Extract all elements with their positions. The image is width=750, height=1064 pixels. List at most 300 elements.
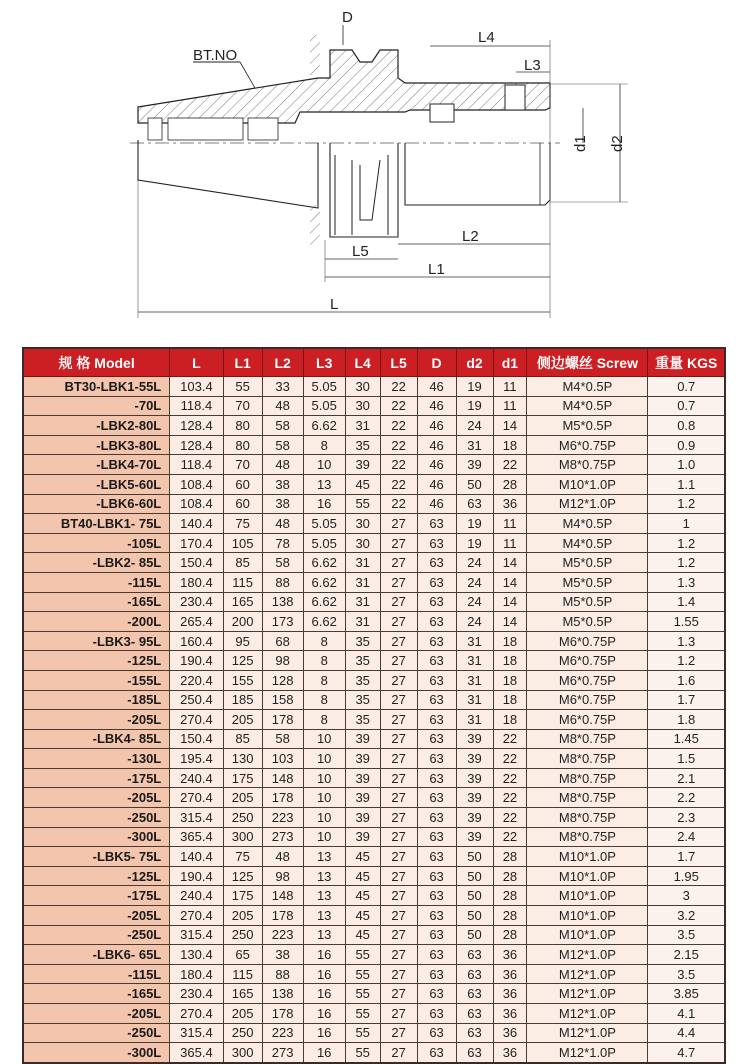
cell-kgs: 1.55 bbox=[648, 612, 725, 632]
cell-model: -LBK3-80L bbox=[23, 435, 170, 455]
cell-l: 250.4 bbox=[170, 690, 223, 710]
cell-l: 140.4 bbox=[170, 514, 223, 534]
cell-d1: 36 bbox=[493, 494, 527, 514]
cell-l4: 39 bbox=[345, 768, 380, 788]
label-bt-no: BT.NO bbox=[193, 47, 238, 64]
cell-model: -LBK5-60L bbox=[23, 474, 170, 494]
cell-l4: 39 bbox=[345, 808, 380, 828]
cell-d1: 36 bbox=[493, 945, 527, 965]
table-row bbox=[23, 435, 725, 455]
table-row bbox=[23, 945, 725, 965]
cell-model: -250L bbox=[23, 808, 170, 828]
cell-l: 170.4 bbox=[170, 533, 223, 553]
cell-d2: 39 bbox=[456, 455, 493, 475]
cell-kgs: 2.2 bbox=[648, 788, 725, 808]
table-row bbox=[23, 514, 725, 534]
cell-l5: 22 bbox=[380, 494, 417, 514]
cell-l1: 175 bbox=[223, 768, 262, 788]
cell-l1: 85 bbox=[223, 729, 262, 749]
cell-d: 63 bbox=[417, 847, 456, 867]
cell-d1: 14 bbox=[493, 592, 527, 612]
table-row bbox=[23, 533, 725, 553]
cell-d2: 31 bbox=[456, 690, 493, 710]
spec-table-container bbox=[22, 347, 726, 1064]
label-d1: d1 bbox=[572, 135, 589, 152]
cell-l3: 5.05 bbox=[303, 377, 345, 397]
cell-d1: 11 bbox=[493, 377, 527, 397]
cell-d: 63 bbox=[417, 690, 456, 710]
cell-l2: 98 bbox=[262, 651, 303, 671]
cell-l1: 205 bbox=[223, 788, 262, 808]
cell-d: 63 bbox=[417, 1023, 456, 1043]
cell-model: -205L bbox=[23, 906, 170, 926]
cell-d: 46 bbox=[417, 455, 456, 475]
cell-d1: 14 bbox=[493, 553, 527, 573]
cell-screw: M8*0.75P bbox=[527, 827, 648, 847]
label-D: D bbox=[342, 9, 353, 26]
cell-d1: 22 bbox=[493, 729, 527, 749]
cell-model: BT30-LBK1-55L bbox=[23, 377, 170, 397]
cell-kgs: 1.1 bbox=[648, 474, 725, 494]
cell-l1: 55 bbox=[223, 377, 262, 397]
cell-kgs: 2.15 bbox=[648, 945, 725, 965]
cell-l3: 16 bbox=[303, 1043, 345, 1063]
table-row bbox=[23, 631, 725, 651]
cell-l5: 22 bbox=[380, 377, 417, 397]
cell-l2: 138 bbox=[262, 984, 303, 1004]
cell-l2: 178 bbox=[262, 1004, 303, 1024]
cell-l1: 105 bbox=[223, 533, 262, 553]
cell-d1: 14 bbox=[493, 416, 527, 436]
cell-d1: 36 bbox=[493, 964, 527, 984]
cell-screw: M6*0.75P bbox=[527, 690, 648, 710]
cell-l5: 27 bbox=[380, 788, 417, 808]
cell-l5: 22 bbox=[380, 416, 417, 436]
cell-l4: 45 bbox=[345, 474, 380, 494]
cell-l: 180.4 bbox=[170, 572, 223, 592]
cell-model: -LBK3- 95L bbox=[23, 631, 170, 651]
cell-screw: M12*1.0P bbox=[527, 1004, 648, 1024]
cell-l2: 88 bbox=[262, 964, 303, 984]
cell-kgs: 1.2 bbox=[648, 651, 725, 671]
cell-d1: 22 bbox=[493, 749, 527, 769]
table-row bbox=[23, 494, 725, 514]
cell-l1: 115 bbox=[223, 964, 262, 984]
cell-d: 63 bbox=[417, 553, 456, 573]
table-row bbox=[23, 572, 725, 592]
cell-d1: 18 bbox=[493, 710, 527, 730]
cell-l1: 125 bbox=[223, 866, 262, 886]
column-header-screw: 侧边螺丝 Screw bbox=[527, 348, 648, 377]
cell-d2: 39 bbox=[456, 808, 493, 828]
spec-table bbox=[22, 347, 726, 1064]
cell-l: 315.4 bbox=[170, 1023, 223, 1043]
cell-model: -130L bbox=[23, 749, 170, 769]
cell-kgs: 2.1 bbox=[648, 768, 725, 788]
cell-l3: 13 bbox=[303, 866, 345, 886]
table-row bbox=[23, 984, 725, 1004]
cell-l5: 27 bbox=[380, 670, 417, 690]
cell-d1: 14 bbox=[493, 572, 527, 592]
column-header-l1: L1 bbox=[223, 348, 262, 377]
cell-screw: M12*1.0P bbox=[527, 494, 648, 514]
cell-l1: 115 bbox=[223, 572, 262, 592]
cell-l5: 22 bbox=[380, 455, 417, 475]
cell-d2: 19 bbox=[456, 514, 493, 534]
table-row bbox=[23, 729, 725, 749]
cell-l1: 130 bbox=[223, 749, 262, 769]
table-row bbox=[23, 906, 725, 926]
cell-d2: 39 bbox=[456, 768, 493, 788]
cell-kgs: 0.8 bbox=[648, 416, 725, 436]
cell-l5: 27 bbox=[380, 945, 417, 965]
cell-screw: M8*0.75P bbox=[527, 788, 648, 808]
cell-l: 230.4 bbox=[170, 984, 223, 1004]
cell-d: 46 bbox=[417, 416, 456, 436]
cell-d2: 31 bbox=[456, 710, 493, 730]
cell-l2: 178 bbox=[262, 710, 303, 730]
cell-model: -185L bbox=[23, 690, 170, 710]
table-row bbox=[23, 808, 725, 828]
label-L3: L3 bbox=[524, 57, 541, 74]
cell-l3: 10 bbox=[303, 768, 345, 788]
cell-d1: 18 bbox=[493, 690, 527, 710]
cell-kgs: 1.2 bbox=[648, 553, 725, 573]
cell-l1: 205 bbox=[223, 710, 262, 730]
cell-d: 63 bbox=[417, 827, 456, 847]
cell-screw: M6*0.75P bbox=[527, 631, 648, 651]
cell-screw: M6*0.75P bbox=[527, 651, 648, 671]
cell-kgs: 1.6 bbox=[648, 670, 725, 690]
table-row bbox=[23, 768, 725, 788]
cell-d2: 50 bbox=[456, 886, 493, 906]
cell-l2: 158 bbox=[262, 690, 303, 710]
cell-d: 63 bbox=[417, 533, 456, 553]
cell-l: 108.4 bbox=[170, 494, 223, 514]
cell-d: 46 bbox=[417, 396, 456, 416]
cell-l4: 39 bbox=[345, 455, 380, 475]
cell-l3: 6.62 bbox=[303, 592, 345, 612]
cell-l1: 250 bbox=[223, 1023, 262, 1043]
cell-d2: 63 bbox=[456, 1004, 493, 1024]
cell-model: -LBK6-60L bbox=[23, 494, 170, 514]
cell-d2: 63 bbox=[456, 1043, 493, 1063]
cell-l: 118.4 bbox=[170, 396, 223, 416]
cell-d: 63 bbox=[417, 886, 456, 906]
cell-l: 270.4 bbox=[170, 1004, 223, 1024]
cell-l: 150.4 bbox=[170, 553, 223, 573]
cell-l3: 8 bbox=[303, 631, 345, 651]
table-row bbox=[23, 651, 725, 671]
cell-l3: 10 bbox=[303, 827, 345, 847]
cell-l4: 31 bbox=[345, 612, 380, 632]
cell-l4: 39 bbox=[345, 729, 380, 749]
table-row bbox=[23, 396, 725, 416]
cell-d2: 63 bbox=[456, 1023, 493, 1043]
table-row bbox=[23, 847, 725, 867]
cell-l3: 8 bbox=[303, 435, 345, 455]
cell-l: 270.4 bbox=[170, 710, 223, 730]
cell-l4: 55 bbox=[345, 984, 380, 1004]
cell-screw: M6*0.75P bbox=[527, 710, 648, 730]
cell-d2: 63 bbox=[456, 945, 493, 965]
cell-model: -165L bbox=[23, 984, 170, 1004]
cell-d1: 18 bbox=[493, 631, 527, 651]
cell-l3: 8 bbox=[303, 690, 345, 710]
cell-l: 190.4 bbox=[170, 651, 223, 671]
cell-d: 63 bbox=[417, 1043, 456, 1063]
cell-l2: 178 bbox=[262, 788, 303, 808]
cell-screw: M4*0.5P bbox=[527, 514, 648, 534]
cell-l2: 173 bbox=[262, 612, 303, 632]
cell-l5: 27 bbox=[380, 592, 417, 612]
cell-l2: 38 bbox=[262, 474, 303, 494]
cell-kgs: 2.4 bbox=[648, 827, 725, 847]
cell-l5: 27 bbox=[380, 768, 417, 788]
cell-model: -155L bbox=[23, 670, 170, 690]
table-row bbox=[23, 749, 725, 769]
cell-d2: 19 bbox=[456, 377, 493, 397]
cell-l3: 5.05 bbox=[303, 514, 345, 534]
cell-l3: 6.62 bbox=[303, 612, 345, 632]
table-row bbox=[23, 377, 725, 397]
table-row bbox=[23, 690, 725, 710]
cell-screw: M5*0.5P bbox=[527, 572, 648, 592]
cell-l: 160.4 bbox=[170, 631, 223, 651]
cell-d1: 36 bbox=[493, 984, 527, 1004]
cell-l2: 48 bbox=[262, 847, 303, 867]
cell-l2: 33 bbox=[262, 377, 303, 397]
cell-d2: 24 bbox=[456, 612, 493, 632]
cell-l3: 5.05 bbox=[303, 533, 345, 553]
cell-d: 46 bbox=[417, 377, 456, 397]
cell-screw: M4*0.5P bbox=[527, 377, 648, 397]
cell-d: 63 bbox=[417, 612, 456, 632]
cell-d1: 28 bbox=[493, 925, 527, 945]
technical-drawing bbox=[0, 0, 750, 340]
cell-l2: 148 bbox=[262, 886, 303, 906]
cell-kgs: 1.3 bbox=[648, 631, 725, 651]
label-L4: L4 bbox=[478, 29, 495, 46]
cell-model: -125L bbox=[23, 651, 170, 671]
cell-kgs: 0.7 bbox=[648, 377, 725, 397]
table-row bbox=[23, 474, 725, 494]
cell-l4: 35 bbox=[345, 631, 380, 651]
cell-screw: M10*1.0P bbox=[527, 906, 648, 926]
cell-l2: 273 bbox=[262, 1043, 303, 1063]
table-row bbox=[23, 886, 725, 906]
cell-model: -300L bbox=[23, 1043, 170, 1063]
cell-l: 365.4 bbox=[170, 1043, 223, 1063]
cell-l4: 55 bbox=[345, 1004, 380, 1024]
cell-l4: 39 bbox=[345, 827, 380, 847]
cell-d1: 11 bbox=[493, 533, 527, 553]
cell-kgs: 3.5 bbox=[648, 925, 725, 945]
cell-d1: 22 bbox=[493, 768, 527, 788]
cell-l5: 27 bbox=[380, 1023, 417, 1043]
cell-d2: 39 bbox=[456, 749, 493, 769]
cell-screw: M10*1.0P bbox=[527, 474, 648, 494]
cell-screw: M12*1.0P bbox=[527, 945, 648, 965]
cell-l1: 185 bbox=[223, 690, 262, 710]
cell-l: 118.4 bbox=[170, 455, 223, 475]
cell-l4: 30 bbox=[345, 533, 380, 553]
table-row bbox=[23, 670, 725, 690]
table-row bbox=[23, 553, 725, 573]
cell-l3: 13 bbox=[303, 906, 345, 926]
cell-l: 195.4 bbox=[170, 749, 223, 769]
cell-l1: 205 bbox=[223, 1004, 262, 1024]
cell-d2: 39 bbox=[456, 729, 493, 749]
table-row bbox=[23, 964, 725, 984]
cell-screw: M4*0.5P bbox=[527, 533, 648, 553]
cell-l1: 60 bbox=[223, 474, 262, 494]
cell-l4: 55 bbox=[345, 1043, 380, 1063]
cell-kgs: 2.3 bbox=[648, 808, 725, 828]
cell-model: -205L bbox=[23, 1004, 170, 1024]
column-header-l2: L2 bbox=[262, 348, 303, 377]
cell-screw: M12*1.0P bbox=[527, 1043, 648, 1063]
cell-screw: M12*1.0P bbox=[527, 964, 648, 984]
cell-model: -250L bbox=[23, 1023, 170, 1043]
cell-l4: 31 bbox=[345, 553, 380, 573]
table-header-row bbox=[23, 348, 725, 377]
cell-model: -200L bbox=[23, 612, 170, 632]
cell-d2: 24 bbox=[456, 572, 493, 592]
cell-l2: 78 bbox=[262, 533, 303, 553]
cell-l3: 13 bbox=[303, 847, 345, 867]
cell-l4: 45 bbox=[345, 886, 380, 906]
cell-l2: 138 bbox=[262, 592, 303, 612]
table-row bbox=[23, 1023, 725, 1043]
cell-l3: 5.05 bbox=[303, 396, 345, 416]
cell-d1: 36 bbox=[493, 1023, 527, 1043]
cell-model: -LBK2- 85L bbox=[23, 553, 170, 573]
cell-d: 46 bbox=[417, 494, 456, 514]
cell-d: 63 bbox=[417, 729, 456, 749]
cell-l: 270.4 bbox=[170, 906, 223, 926]
cell-l: 180.4 bbox=[170, 964, 223, 984]
cell-d1: 14 bbox=[493, 612, 527, 632]
cell-l3: 16 bbox=[303, 964, 345, 984]
cell-l2: 48 bbox=[262, 455, 303, 475]
cell-l1: 250 bbox=[223, 925, 262, 945]
cell-l2: 223 bbox=[262, 925, 303, 945]
cell-l5: 27 bbox=[380, 651, 417, 671]
cell-model: -115L bbox=[23, 964, 170, 984]
cell-l3: 8 bbox=[303, 670, 345, 690]
cell-d: 63 bbox=[417, 768, 456, 788]
cell-l2: 98 bbox=[262, 866, 303, 886]
cell-d: 63 bbox=[417, 808, 456, 828]
cell-screw: M6*0.75P bbox=[527, 670, 648, 690]
cell-l5: 27 bbox=[380, 1004, 417, 1024]
cell-d2: 24 bbox=[456, 592, 493, 612]
cell-model: -LBK2-80L bbox=[23, 416, 170, 436]
cell-l1: 300 bbox=[223, 827, 262, 847]
cell-d: 63 bbox=[417, 1004, 456, 1024]
cell-d2: 50 bbox=[456, 925, 493, 945]
cell-kgs: 1.7 bbox=[648, 847, 725, 867]
cell-l2: 223 bbox=[262, 1023, 303, 1043]
cell-l5: 27 bbox=[380, 808, 417, 828]
cell-l2: 48 bbox=[262, 514, 303, 534]
cell-l: 108.4 bbox=[170, 474, 223, 494]
cell-d2: 31 bbox=[456, 651, 493, 671]
cell-kgs: 1 bbox=[648, 514, 725, 534]
table-row bbox=[23, 416, 725, 436]
cell-d1: 22 bbox=[493, 808, 527, 828]
cell-l4: 55 bbox=[345, 945, 380, 965]
cell-l5: 27 bbox=[380, 729, 417, 749]
cell-d: 63 bbox=[417, 710, 456, 730]
cell-l5: 27 bbox=[380, 847, 417, 867]
cell-l2: 38 bbox=[262, 945, 303, 965]
cell-d1: 28 bbox=[493, 474, 527, 494]
cell-l5: 27 bbox=[380, 533, 417, 553]
cell-l1: 80 bbox=[223, 416, 262, 436]
table-row bbox=[23, 925, 725, 945]
table-row bbox=[23, 455, 725, 475]
cell-l5: 27 bbox=[380, 984, 417, 1004]
cell-l5: 27 bbox=[380, 1043, 417, 1063]
cell-l5: 27 bbox=[380, 925, 417, 945]
cell-d2: 24 bbox=[456, 553, 493, 573]
cell-l2: 103 bbox=[262, 749, 303, 769]
cell-l5: 27 bbox=[380, 690, 417, 710]
cell-l5: 27 bbox=[380, 631, 417, 651]
column-header-d: D bbox=[417, 348, 456, 377]
cell-l: 128.4 bbox=[170, 435, 223, 455]
cell-l2: 58 bbox=[262, 729, 303, 749]
label-L1: L1 bbox=[428, 261, 445, 278]
cell-kgs: 1.45 bbox=[648, 729, 725, 749]
table-row bbox=[23, 592, 725, 612]
cell-l: 140.4 bbox=[170, 847, 223, 867]
cell-l: 365.4 bbox=[170, 827, 223, 847]
table-row bbox=[23, 788, 725, 808]
cell-l1: 95 bbox=[223, 631, 262, 651]
cell-l5: 27 bbox=[380, 514, 417, 534]
cell-l5: 27 bbox=[380, 749, 417, 769]
cell-l3: 16 bbox=[303, 494, 345, 514]
cell-l2: 273 bbox=[262, 827, 303, 847]
cell-d: 63 bbox=[417, 788, 456, 808]
cell-l3: 10 bbox=[303, 729, 345, 749]
cell-d1: 18 bbox=[493, 651, 527, 671]
cell-d1: 28 bbox=[493, 906, 527, 926]
column-header-model: 规 格 Model bbox=[23, 348, 170, 377]
cell-kgs: 3.2 bbox=[648, 906, 725, 926]
cell-l4: 39 bbox=[345, 788, 380, 808]
cell-l: 220.4 bbox=[170, 670, 223, 690]
cell-d2: 50 bbox=[456, 906, 493, 926]
cell-l4: 45 bbox=[345, 906, 380, 926]
cell-l2: 223 bbox=[262, 808, 303, 828]
cell-kgs: 1.2 bbox=[648, 533, 725, 553]
cell-d1: 11 bbox=[493, 396, 527, 416]
cell-l: 240.4 bbox=[170, 886, 223, 906]
cell-l1: 65 bbox=[223, 945, 262, 965]
cell-l3: 13 bbox=[303, 925, 345, 945]
cell-l1: 155 bbox=[223, 670, 262, 690]
cell-l5: 22 bbox=[380, 474, 417, 494]
column-header-l4: L4 bbox=[345, 348, 380, 377]
cell-d2: 50 bbox=[456, 847, 493, 867]
column-header-l3: L3 bbox=[303, 348, 345, 377]
cell-kgs: 0.7 bbox=[648, 396, 725, 416]
cell-l2: 58 bbox=[262, 553, 303, 573]
